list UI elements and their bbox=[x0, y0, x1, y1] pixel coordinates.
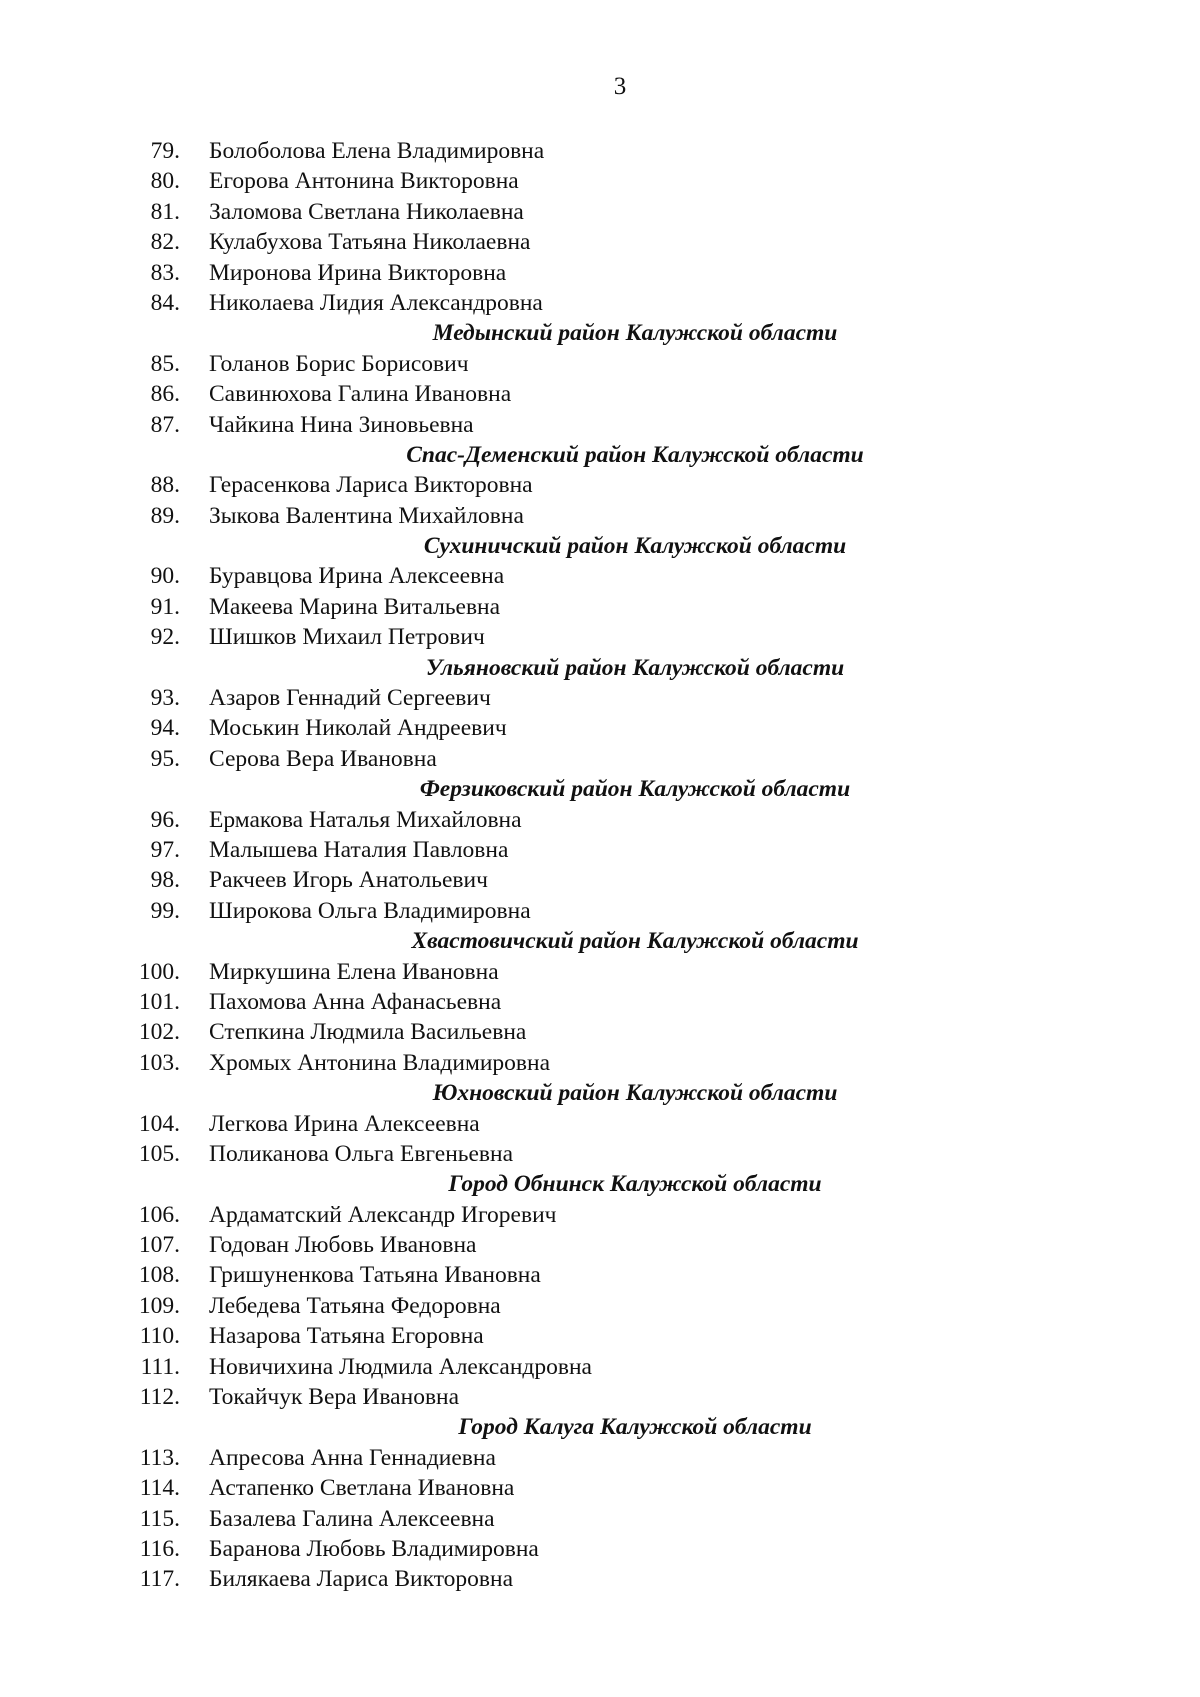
list-item-number: 79. bbox=[150, 138, 180, 164]
list-item-number: 104. bbox=[138, 1110, 180, 1137]
list-item-name: Ардаматский Александр Игоревич bbox=[209, 1201, 557, 1228]
list-item bbox=[0, 227, 1200, 257]
list-item bbox=[0, 865, 1200, 895]
list-item-name: Поликанова Ольга Евгеньевна bbox=[209, 1140, 514, 1167]
list-item bbox=[0, 349, 1200, 379]
list-item bbox=[0, 1321, 1200, 1351]
list-item-number: 94. bbox=[150, 715, 180, 742]
list-item-number: 95. bbox=[150, 745, 180, 772]
list-item bbox=[0, 896, 1200, 926]
list-item bbox=[0, 1504, 1200, 1534]
list-item bbox=[0, 805, 1200, 835]
list-item-number: 102. bbox=[138, 1019, 180, 1046]
list-item-number: 103. bbox=[138, 1049, 180, 1076]
list-item bbox=[0, 1200, 1200, 1230]
list-item bbox=[0, 1048, 1200, 1078]
list-item-name: Новичихина Людмила Александровна bbox=[209, 1353, 592, 1380]
section-heading-title: Город Калуга Калужской области bbox=[458, 1414, 812, 1441]
list-item-number: 88. bbox=[150, 472, 180, 499]
list-item-number: 89. bbox=[150, 502, 180, 529]
list-item bbox=[0, 1534, 1200, 1564]
list-item bbox=[0, 592, 1200, 622]
section-heading-title: Юхновский район Калужской области bbox=[432, 1080, 838, 1107]
list-item-number: 98. bbox=[150, 867, 180, 894]
list-item-name: Астапенко Светлана Ивановна bbox=[209, 1475, 515, 1502]
list-item bbox=[0, 1564, 1200, 1594]
list-item-name: Пахомова Анна Афанасьевна bbox=[209, 988, 502, 1015]
list-item-number: 92. bbox=[150, 624, 180, 651]
list-item-name: Гришуненкова Татьяна Ивановна bbox=[209, 1262, 541, 1289]
list-item-name: Широкова Ольга Владимировна bbox=[209, 897, 531, 924]
list-item-number: 109. bbox=[138, 1292, 180, 1319]
list-item-name: Николаева Лидия Александровна bbox=[209, 289, 543, 316]
list-item-name: Токайчук Вера Ивановна bbox=[209, 1384, 460, 1411]
section-heading bbox=[0, 440, 1200, 470]
list-item bbox=[0, 1382, 1200, 1412]
list-item bbox=[0, 987, 1200, 1017]
list-item-number: 81. bbox=[150, 198, 180, 225]
list-item-number: 114. bbox=[139, 1475, 180, 1502]
list-item bbox=[0, 1139, 1200, 1169]
list-item-name: Моськин Николай Андреевич bbox=[209, 715, 507, 742]
list-item bbox=[0, 1109, 1200, 1139]
list-item-number: 111. bbox=[140, 1353, 180, 1380]
section-heading bbox=[0, 926, 1200, 956]
list-item bbox=[0, 713, 1200, 743]
section-heading bbox=[0, 531, 1200, 561]
list-item bbox=[0, 683, 1200, 713]
list-item-name: Макеева Марина Витальевна bbox=[209, 593, 501, 620]
list-item-name: Чайкина Нина Зиновьевна bbox=[209, 411, 474, 438]
list-item-number: 112. bbox=[139, 1384, 180, 1411]
list-item-number: 117. bbox=[139, 1566, 180, 1593]
list-item bbox=[0, 744, 1200, 774]
list-item-name: Кулабухова Татьяна Николаевна bbox=[209, 229, 531, 256]
list-item bbox=[0, 1230, 1200, 1260]
list-item-name: Малышева Наталия Павловна bbox=[209, 836, 509, 863]
page-number: 3 bbox=[613, 73, 627, 100]
section-heading-title: Хвастовичский район Калужской области bbox=[411, 928, 859, 955]
list-item-number: 97. bbox=[150, 836, 180, 863]
list-item-name: Серова Вера Ивановна bbox=[209, 745, 437, 772]
section-heading bbox=[0, 1169, 1200, 1199]
list-item-number: 110. bbox=[139, 1323, 180, 1350]
section-heading bbox=[0, 653, 1200, 683]
list-item-name: Герасенкова Лариса Викторовна bbox=[209, 472, 533, 499]
list-item-number: 116. bbox=[139, 1535, 180, 1562]
list-item bbox=[0, 379, 1200, 409]
list-item-name: Шишков Михаил Петрович bbox=[209, 624, 485, 651]
list-item bbox=[0, 1017, 1200, 1047]
section-heading-title: Город Обнинск Калужской области bbox=[448, 1171, 822, 1198]
list-item-name: Буравцова Ирина Алексеевна bbox=[209, 563, 505, 590]
list-item bbox=[0, 166, 1200, 196]
list-item-name: Хромых Антонина Владимировна bbox=[209, 1049, 551, 1076]
section-heading bbox=[0, 1078, 1200, 1108]
list-item bbox=[0, 1291, 1200, 1321]
list-item-name: Степкина Людмила Васильевна bbox=[209, 1019, 527, 1046]
list-item-name: Базалева Галина Алексеевна bbox=[209, 1505, 495, 1532]
list-item-number: 115. bbox=[139, 1505, 180, 1532]
list-item bbox=[0, 136, 1200, 166]
section-heading-title: Ульяновский район Калужской области bbox=[425, 654, 845, 681]
list-item bbox=[0, 470, 1200, 500]
list-item bbox=[0, 957, 1200, 987]
section-heading bbox=[0, 318, 1200, 348]
list-item bbox=[0, 1260, 1200, 1290]
list-item-number: 83. bbox=[150, 259, 180, 286]
section-heading bbox=[0, 774, 1200, 804]
list-item-number: 99. bbox=[150, 897, 180, 924]
list-item bbox=[0, 258, 1200, 288]
name-list bbox=[0, 136, 1200, 1595]
list-item-name: Баранова Любовь Владимировна bbox=[209, 1535, 539, 1562]
list-item-name: Ермакова Наталья Михайловна bbox=[209, 806, 522, 833]
list-item bbox=[0, 410, 1200, 440]
list-item-name: Назарова Татьяна Егоровна bbox=[209, 1323, 484, 1350]
list-item-number: 101. bbox=[138, 988, 180, 1015]
list-item bbox=[0, 561, 1200, 591]
list-item-name: Лебедева Татьяна Федоровна bbox=[209, 1292, 501, 1319]
list-item-number: 106. bbox=[138, 1201, 180, 1228]
section-heading bbox=[0, 1412, 1200, 1442]
list-item bbox=[0, 197, 1200, 227]
list-item-number: 91. bbox=[150, 593, 180, 620]
list-item-name: Миронова Ирина Викторовна bbox=[209, 259, 507, 286]
section-heading-title: Сухиничский район Калужской области bbox=[423, 533, 847, 560]
list-item-name: Болоболова Елена Владимировна bbox=[209, 138, 545, 164]
section-heading-title: Спас-Деменский район Калужской области bbox=[406, 441, 864, 468]
list-item-name: Заломова Светлана Николаевна bbox=[209, 198, 524, 225]
list-item bbox=[0, 835, 1200, 865]
list-item-number: 108. bbox=[138, 1262, 180, 1289]
list-item-number: 87. bbox=[150, 411, 180, 438]
list-item-name: Зыкова Валентина Михайловна bbox=[209, 502, 524, 529]
section-heading-title: Ферзиковский район Калужской области bbox=[419, 776, 851, 803]
list-item bbox=[0, 501, 1200, 531]
list-item-name: Билякаева Лариса Викторовна bbox=[209, 1566, 514, 1593]
list-item-number: 93. bbox=[150, 685, 180, 712]
list-item-name: Савинюхова Галина Ивановна bbox=[209, 381, 512, 408]
list-item-name: Голанов Борис Борисович bbox=[209, 350, 469, 377]
list-item bbox=[0, 1443, 1200, 1473]
list-item bbox=[0, 622, 1200, 652]
list-item-number: 113. bbox=[139, 1444, 180, 1471]
list-item-name: Легкова Ирина Алексеевна bbox=[209, 1110, 480, 1137]
list-item-number: 82. bbox=[150, 229, 180, 256]
list-item-name: Егорова Антонина Викторовна bbox=[209, 168, 519, 195]
list-item-name: Ракчеев Игорь Анатольевич bbox=[209, 867, 488, 894]
list-item bbox=[0, 1352, 1200, 1382]
list-item-name: Апресова Анна Геннадиевна bbox=[209, 1444, 496, 1471]
list-item-number: 107. bbox=[138, 1232, 180, 1259]
list-item-name: Миркушина Елена Ивановна bbox=[209, 958, 499, 985]
list-item-number: 80. bbox=[150, 168, 180, 195]
list-item-name: Азаров Геннадий Сергеевич bbox=[209, 685, 491, 712]
list-item-name: Годован Любовь Ивановна bbox=[209, 1232, 477, 1259]
list-item-number: 86. bbox=[150, 381, 180, 408]
list-item-number: 90. bbox=[150, 563, 180, 590]
list-item-number: 105. bbox=[138, 1140, 180, 1167]
section-heading-title: Медынский район Калужской области bbox=[432, 320, 838, 347]
list-item-number: 100. bbox=[138, 958, 180, 985]
list-item bbox=[0, 288, 1200, 318]
list-item bbox=[0, 1473, 1200, 1503]
list-item-number: 96. bbox=[150, 806, 180, 833]
list-item-number: 85. bbox=[150, 350, 180, 377]
list-item-number: 84. bbox=[150, 289, 180, 316]
